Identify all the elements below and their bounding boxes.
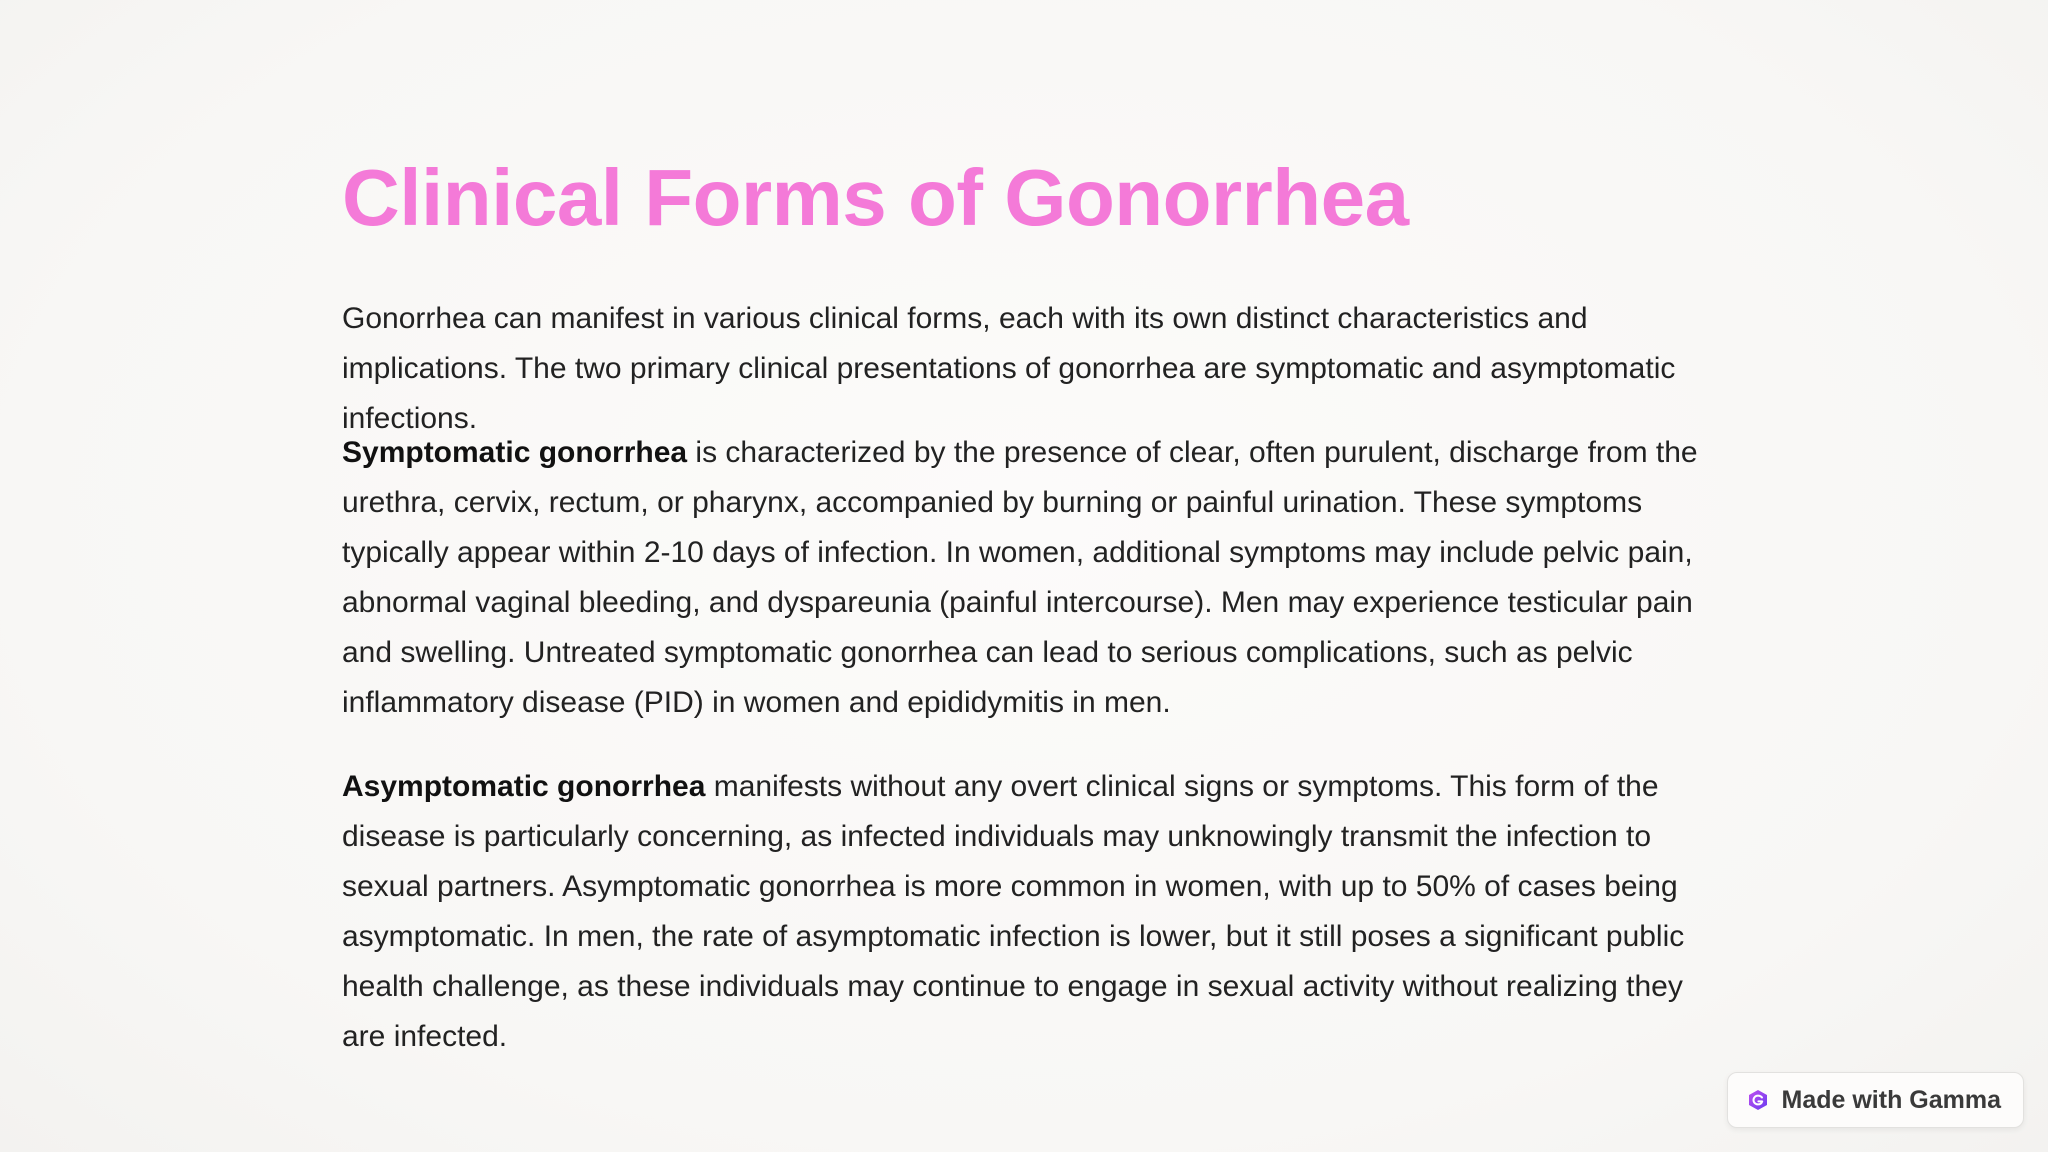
gamma-logo-icon xyxy=(1746,1088,1770,1112)
intro-paragraph: Gonorrhea can manifest in various clinical forms, each with its own distinct characteristics and implications. The two primary clinical presentations of gonorrhea are symptomatic and asymptomatic infections. xyxy=(342,302,1676,435)
symptomatic-paragraph xyxy=(342,428,1712,728)
asymptomatic-paragraph xyxy=(342,762,1712,1062)
made-with-gamma-button[interactable] xyxy=(1727,1072,2025,1128)
asymptomatic-heading: Asymptomatic gonorrhea xyxy=(342,770,706,803)
slide-content xyxy=(342,150,1712,1062)
symptomatic-heading: Symptomatic gonorrhea xyxy=(342,436,688,469)
asymptomatic-body: manifests without any overt clinical signs or symptoms. This form of the disease is particularly concerning, as infected individuals may unknowingly transmit the infection to sexual partners. Asymptomatic gonorrhea is more common in women, with up to 50% of cases being asymptomatic. In men, the rate of asymptomatic infection is lower, but it still poses a significant public health challenge, as these individuals may continue to engage in sexual activity without realizing they are infected. xyxy=(342,770,1685,1053)
symptomatic-body: is characterized by the presence of clear, often purulent, discharge from the urethra, cervix, rectum, or pharynx, accompanied by burning or painful urination. These symptoms typically appear within 2-10 days of infection. In women, additional symptoms may include pelvic pain, abnormal vaginal bleeding, and dyspareunia (painful intercourse). Men may experience testicular pain and swelling. Untreated symptomatic gonorrhea can lead to serious complications, such as pelvic inflammatory disease (PID) in women and epididymitis in men. xyxy=(342,436,1698,719)
slide-title: Clinical Forms of Gonorrhea xyxy=(342,153,1409,242)
badge-label: Made with Gamma xyxy=(1781,1085,2001,1114)
